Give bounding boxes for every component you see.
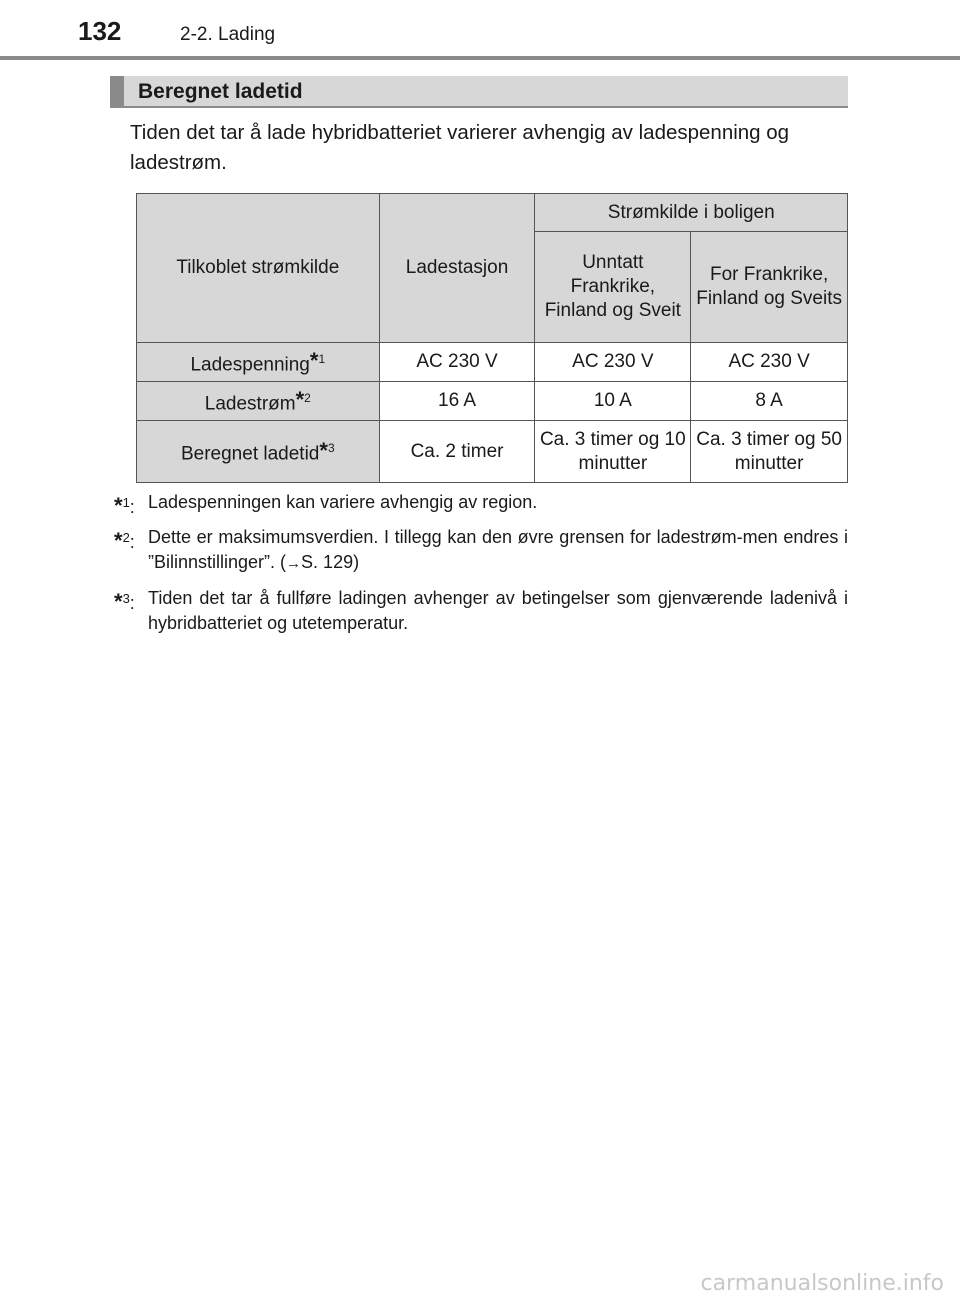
footnote-marker: *$^1$: xyxy=(114,493,135,518)
header-home-source: Strømkilde i boligen xyxy=(535,194,848,232)
watermark: carmanualsonline.info xyxy=(700,1271,944,1296)
cell-station: AC 230 V xyxy=(379,343,535,382)
footnote-text: Dette er maksimumsverdien. I tillegg kan den øvre grensen for ladestrøm-men endres i ”Bilinnstillinger”. ( xyxy=(148,527,848,572)
intro-paragraph: Tiden det tar å lade hybridbatteriet varierer avhengig av ladespenning og ladestrøm. xyxy=(130,121,790,174)
table-row xyxy=(137,421,848,483)
row-label: Ladespenning*$^1$ xyxy=(137,343,380,382)
cell-home-other: AC 230 V xyxy=(535,343,691,382)
footnote-marker: *$^2$: xyxy=(114,528,135,553)
cell-home-ffs: Ca. 3 timer og 50 minutter xyxy=(691,421,848,483)
cell-home-other: Ca. 3 timer og 10 minutter xyxy=(535,421,691,483)
chapter-title: 2-2. Lading xyxy=(180,24,276,45)
page-reference-link[interactable]: S. 129) xyxy=(301,552,360,572)
arrow-right-icon: → xyxy=(286,555,302,572)
table-row xyxy=(137,382,848,421)
footnote-text: Ladespenningen kan variere avhengig av region. xyxy=(148,492,538,512)
section-title: Beregnet ladetid xyxy=(138,80,303,103)
row-label: Ladestrøm*$^2$ xyxy=(137,382,380,421)
row-label: Beregnet ladetid*$^3$ xyxy=(137,421,380,483)
header-divider xyxy=(0,56,960,60)
header-home-other: Unntatt Frankrike, Finland og Sveit xyxy=(535,232,691,343)
charging-table xyxy=(136,193,848,483)
footnote xyxy=(114,525,848,576)
cell-home-ffs: AC 230 V xyxy=(691,343,848,382)
footnote-text: Tiden det tar å fullføre ladingen avhenger av betingelser som gjenværende ladenivå i hybridbatteriet og utetemperatur. xyxy=(148,588,848,633)
page-number: 132 xyxy=(78,16,122,46)
footnote xyxy=(114,586,848,636)
page-header xyxy=(0,0,960,60)
cell-station: Ca. 2 timer xyxy=(379,421,535,483)
cell-home-ffs: 8 A xyxy=(691,382,848,421)
footnote-marker: *$^3$: xyxy=(114,589,135,614)
header-charging-station: Ladestasjon xyxy=(379,194,535,343)
footnotes xyxy=(114,490,848,646)
section-heading-bar xyxy=(110,76,848,108)
footnote xyxy=(114,490,848,518)
header-connected-source: Tilkoblet strømkilde xyxy=(137,194,380,343)
cell-station: 16 A xyxy=(379,382,535,421)
table-row xyxy=(137,343,848,382)
header-home-ffs: For Frankrike, Finland og Sveits xyxy=(691,232,848,343)
cell-home-other: 10 A xyxy=(535,382,691,421)
